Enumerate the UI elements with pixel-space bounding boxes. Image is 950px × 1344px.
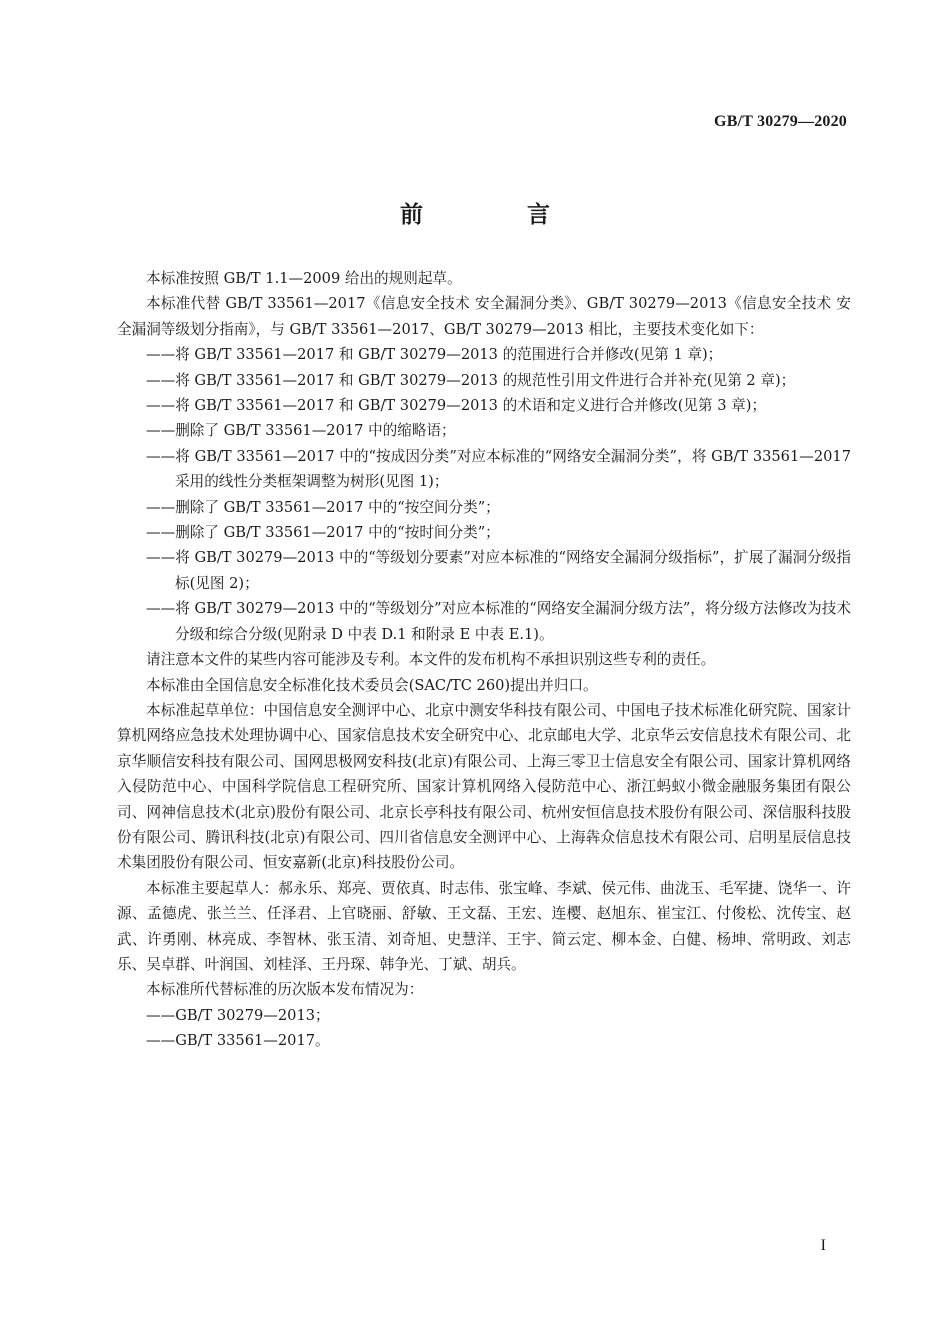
page-number: I — [820, 1237, 826, 1254]
paragraph-proposer: 本标准由全国信息安全标准化技术委员会(SAC/TC 260)提出并归口。 — [146, 676, 598, 694]
page-title: 前 言 — [399, 202, 598, 228]
standard-code-header: GB/T 30279—2020 — [714, 113, 847, 130]
change-item: ——删除了 GB/T 33561—2017 中的缩略语； — [146, 422, 456, 440]
change-item: ——将 GB/T 33561—2017 和 GB/T 30279—2013 的规范性引用文件进行合并补充(见第 2 章)； — [146, 371, 796, 389]
history-item: ——GB/T 33561—2017。 — [146, 1032, 330, 1050]
change-item: ——将 GB/T 33561—2017 和 GB/T 30279—2013 的范围进行合并修改(见第 1 章)； — [146, 346, 723, 364]
document-body — [117, 266, 851, 1054]
change-item: ——删除了 GB/T 33561—2017 中的“按空间分类”； — [146, 498, 500, 516]
paragraph-patent-notice: 请注意本文件的某些内容可能涉及专利。本文件的发布机构不承担识别这些专利的责任。 — [146, 651, 716, 669]
change-item: ——将 GB/T 33561—2017 和 GB/T 30279—2013 的术语和定义进行合并修改(见第 3 章)； — [146, 397, 767, 415]
change-item: ——将 GB/T 30279—2013 中的“等级划分要素”对应本标准的“网络安全漏洞分级指标”，扩展了漏洞分级指标(见图 2)； — [146, 549, 851, 592]
paragraph-version-history: 本标准所代替标准的历次版本发布情况为： — [146, 981, 424, 999]
paragraph-replacement: 本标准代替 GB/T 33561—2017《信息安全技术 安全漏洞分类》、GB/T 30279—2013《信息安全技术 安全漏洞等级划分指南》，与 GB/T 33561—2017、GB/T 30279—2013 相比，主要技术变化如下： — [117, 295, 851, 338]
change-item: ——将 GB/T 33561—2017 中的“按成因分类”对应本标准的“网络安全漏洞分类”，将 GB/T 33561—2017 采用的线性分类框架调整为树形(见图 1)； — [146, 447, 851, 491]
paragraph-drafting-rules: 本标准按照 GB/T 1.1—2009 给出的规则起草。 — [146, 270, 462, 287]
paragraph-drafting-units: 本标准起草单位：中国信息安全测评中心、北京中测安华科技有限公司、中国电子技术标准化研究院、国家计算机网络应急技术处理协调中心、国家信息技术安全研究中心、北京邮电大学、北京华云安信息技术有限公司、北京华顺信安科技有限公司、国网思极网安科技(北京)有限公司、上海三零卫士信息安全有限公司、国家计算机网络入侵防范中心、中国科学院信息工程研究所、国家计算机网络入侵防范中心、浙江蚂蚁小微金融服务集团有限公司、网神信息技术(北京)股份有限公司、北京长亭科技有限公司、杭州安恒信息技术股份有限公司、深信服科技股份有限公司、腾讯科技(北京)有限公司、四川省信息安全测评中心、上海犇众信息技术有限公司、启明星辰信息技术集团股份有限公司、恒安嘉新(北京)科技股份公司。 — [117, 701, 851, 872]
change-item: ——删除了 GB/T 33561—2017 中的“按时间分类”； — [146, 524, 500, 542]
paragraph-drafters: 本标准主要起草人：郝永乐、郑亮、贾依真、时志伟、张宝峰、李斌、侯元伟、曲泷玉、毛军捷、饶华一、许源、孟德虎、张兰兰、任泽君、上官晓丽、舒敏、王文磊、王宏、连樱、赵旭东、崔宝江、付俊松、沈传宝、赵武、许勇刚、林亮成、李智林、张玉清、刘奇旭、史慧洋、王宇、简云定、柳本金、白健、杨坤、常明政、刘志乐、吴卓群、叶润国、刘桂泽、王丹琛、韩争光、丁斌、胡兵。 — [117, 879, 851, 973]
history-item: ——GB/T 30279—2013； — [146, 1006, 330, 1024]
change-item: ——将 GB/T 30279—2013 中的“等级划分”对应本标准的“网络安全漏洞分级方法”，将分级方法修改为技术分级和综合分级(见附录 D 中表 D.1 和附录 E 中表 E.1)。 — [146, 600, 851, 643]
